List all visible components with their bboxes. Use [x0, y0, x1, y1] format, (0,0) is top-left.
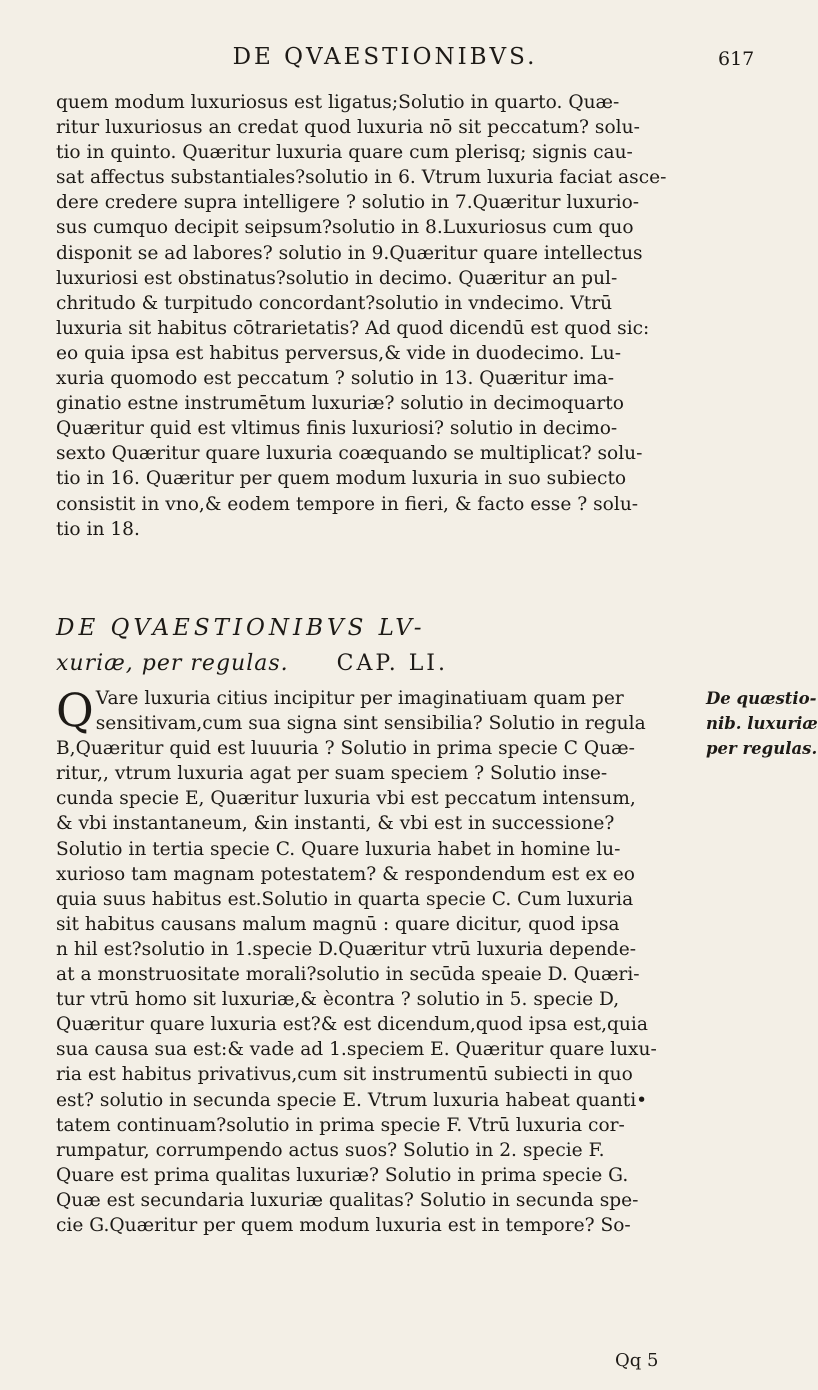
running-head: DE QVAESTIONIBVS.	[232, 44, 538, 70]
text-line: tio in 18.	[56, 518, 140, 540]
text-line: sexto Quæritur quare luxuria coæquando se multiplicat? solu-	[56, 443, 643, 465]
margin-note-line: nib. luxuriæ	[706, 714, 818, 733]
text-line: ginatio estne instrumētum luxuriæ? solutio in decimoquarto	[56, 393, 624, 415]
text-line: cunda specie E, Quæritur luxuria vbi est peccatum intensum,	[56, 788, 636, 810]
page-number: 617	[718, 48, 755, 70]
text-line: & vbi instantaneum, &in instanti, & vbi est in successione?	[56, 813, 615, 835]
text-line: tio in quinto. Quæritur luxuria quare cum plerisq; signis cau-	[56, 142, 633, 164]
text-line: chritudo & turpitudo concordant?solutio in vndecimo. Vtrū	[56, 292, 613, 314]
text-line: tio in 16. Quæritur per quem modum luxuria in suo subiecto	[56, 468, 627, 490]
chapter-title-line-1: DE QVAESTIONIBVS LV-	[56, 615, 426, 641]
text-line: n hil est?solutio in 1.specie D.Quæritur vtrū luxuria depende-	[56, 938, 637, 960]
text-line: eo quia ipsa est habitus perversus,& vide in duodecimo. Lu-	[56, 342, 622, 364]
chapter-paragraph	[56, 683, 696, 1238]
text-line: Quare est prima qualitas luxuriæ? Solutio in prima specie G.	[56, 1164, 629, 1186]
margin-note-line: De quæstio-	[706, 689, 817, 708]
text-line: Quæ est secundaria luxuriæ qualitas? Solutio in secunda spe-	[56, 1189, 639, 1211]
text-line: xurioso tam magnam potestatem? & respondendum est ex eo	[56, 863, 635, 885]
signature-mark: Qq 5	[615, 1350, 659, 1371]
text-line: cie G.Quæritur per quem modum luxuria est in tempore? So-	[56, 1214, 631, 1236]
drop-cap: Q	[56, 683, 94, 737]
text-line: sit habitus causans malum magnū : quare dicitur, quod ipsa	[56, 913, 620, 935]
text-line: sua causa sua est:& vade ad 1.speciem E. Quæritur quare luxu-	[56, 1039, 657, 1061]
text-line: xuria quomodo est peccatum ? solutio in 13. Quæritur ima-	[56, 368, 615, 390]
text-line: tur vtrū homo sit luxuriæ,& ècontra ? solutio in 5. specie D,	[56, 989, 620, 1011]
text-line: Solutio in tertia specie C. Quare luxuria habet in homine lu-	[56, 838, 621, 860]
text-line: Quæritur quid est vltimus finis luxuriosi? solutio in decimo-	[56, 418, 618, 440]
text-line: luxuria sit habitus cōtrarietatis? Ad quod dicendū est quod sic:	[56, 317, 650, 339]
text-line: dere credere supra intelligere ? solutio in 7.Quæritur luxurio-	[56, 192, 640, 214]
text-line: disponit se ad labores? solutio in 9.Quæritur quare intellectus	[56, 242, 643, 264]
text-line: Vare luxuria citius incipitur per imaginatiuam quam per	[95, 688, 624, 709]
text-line: tatem continuam?solutio in prima specie F. Vtrū luxuria cor-	[56, 1114, 625, 1136]
text-line: ria est habitus privativus,cum sit instrumentū subiecti in quo	[56, 1064, 633, 1086]
margin-note-line: per regulas.	[706, 739, 818, 758]
question-list-paragraph	[56, 90, 691, 542]
text-line: sat affectus substantiales?solutio in 6. Vtrum luxuria faciat asce-	[56, 167, 667, 189]
text-line: quia suus habitus est.Solutio in quarta specie C. Cum luxuria	[56, 888, 634, 910]
chapter-heading	[56, 610, 706, 682]
text-line: ritur luxuriosus an credat quod luxuria nō sit peccatum? solu-	[56, 117, 640, 139]
text-line: at a monstruositate morali?solutio in secūda speaie D. Quæri-	[56, 964, 640, 986]
text-line: consistit in vno,& eodem tempore in fieri, & facto esse ? solu-	[56, 493, 639, 515]
text-line: luxuriosi est obstinatus?solutio in decimo. Quæritur an pul-	[56, 267, 618, 289]
text-line: sensitivam,cum sua signa sint sensibilia? Solutio in regula	[95, 713, 646, 735]
text-line: B,Quæritur quid est luuuria ? Solutio in prima specie C Quæ-	[56, 738, 635, 760]
text-line: Quæritur quare luxuria est?& est dicendum,quod ipsa est,quia	[56, 1014, 648, 1036]
text-line: quem modum luxuriosus est ligatus;Solutio in quarto. Quæ-	[56, 92, 620, 113]
text-line: ritur,, vtrum luxuria agat per suam speciem ? Solutio inse-	[56, 763, 608, 785]
chapter-title-line-2	[56, 646, 706, 682]
text-line: rumpatur, corrumpendo actus suos? Solutio in 2. specie F.	[56, 1139, 605, 1161]
chapter-title-text: xuriæ, per regulas.	[56, 651, 289, 676]
margin-note	[706, 686, 818, 761]
chapter-number: CAP. LI.	[336, 651, 448, 676]
text-line: sus cumquo decipit seipsum?solutio in 8.Luxuriosus cum quo	[56, 217, 634, 239]
text-line: est? solutio in secunda specie E. Vtrum luxuria habeat quanti•	[56, 1089, 648, 1111]
